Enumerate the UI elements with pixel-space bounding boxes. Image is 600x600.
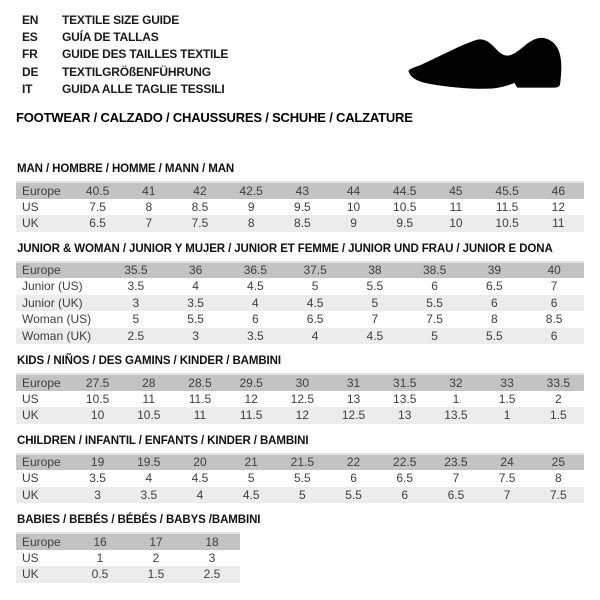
size-cell: 13.5: [430, 407, 481, 424]
size-cell: 30: [277, 374, 328, 391]
size-table-title: JUNIOR & WOMAN / JUNIOR Y MUJER / JUNIOR ET FEMME / JUNIOR UND FRAU / JUNIOR E DONA: [17, 242, 553, 255]
size-cell: 11: [449, 199, 463, 214]
size-cell: 5: [405, 328, 465, 345]
row-label: Europe: [16, 533, 72, 550]
row-label: Junior (UK): [16, 295, 106, 312]
row-label: US: [22, 550, 39, 565]
size-cell: 8.5: [545, 312, 563, 327]
row-label: US: [22, 199, 39, 214]
size-table: [16, 181, 584, 232]
size-cell: 32: [430, 374, 481, 391]
size-cell: 7.5: [174, 215, 225, 232]
size-cell: 3: [72, 487, 123, 504]
table-row: [16, 566, 240, 583]
size-cell: 40.5: [72, 182, 123, 199]
row-label: Woman (UK): [16, 328, 106, 345]
size-cell: 10.5: [123, 407, 174, 424]
size-cell: 11.5: [495, 199, 519, 214]
size-cell: 46: [533, 182, 584, 199]
size-cell: 2: [152, 550, 160, 565]
table-row: [16, 278, 584, 295]
size-cell: 39: [465, 262, 525, 279]
size-cell: 11: [533, 215, 584, 232]
size-table-title: MAN / HOMBRE / HOMME / MANN / MAN: [17, 163, 235, 176]
size-cell: 9.5: [294, 199, 311, 214]
table-row: [16, 328, 584, 345]
size-cell: 10.5: [85, 391, 110, 406]
size-cell: 5: [277, 487, 328, 504]
size-cell: 17: [128, 533, 184, 550]
shoe-icon: [398, 30, 578, 94]
size-cell: 9: [247, 199, 255, 214]
table-row: [16, 295, 584, 312]
size-cell: 7.5: [426, 312, 443, 327]
size-cell: 7: [371, 312, 379, 327]
language-code: FR: [22, 47, 38, 62]
language-label: GUÍA DE TALLAS: [62, 30, 159, 45]
size-cell: 9: [328, 215, 379, 232]
size-table-title: BABIES / BEBÉS / BÉBÉS / BABYS /BAMBINI: [17, 514, 261, 527]
size-cell: 6: [431, 279, 438, 294]
size-cell: 28.5: [174, 374, 225, 391]
table-row: [16, 533, 240, 550]
language-label: TEXTILE SIZE GUIDE: [62, 13, 180, 27]
language-code: ES: [22, 30, 38, 45]
size-cell: 12: [551, 199, 566, 214]
size-cell: 23.5: [430, 454, 481, 471]
row-label: Europe: [16, 454, 72, 471]
size-cell: 3.5: [123, 487, 174, 504]
table-row: [16, 550, 240, 567]
size-cell: 2.5: [106, 328, 166, 345]
size-cell: 12: [244, 391, 258, 406]
row-label: Junior (US): [22, 279, 83, 294]
size-cell: 5.5: [187, 312, 204, 327]
size-cell: 13.5: [393, 391, 417, 406]
size-cell: 8: [145, 199, 153, 214]
row-label: Europe: [16, 182, 72, 199]
size-cell: 6.5: [306, 312, 324, 327]
size-cell: 10: [346, 199, 361, 214]
size-cell: 6.5: [430, 487, 481, 504]
size-cell: 2: [555, 391, 562, 406]
size-cell: 20: [174, 454, 225, 471]
table-row: [16, 470, 584, 487]
size-cell: 35.5: [106, 262, 166, 279]
size-cell: 8: [491, 312, 498, 327]
row-label: US: [22, 471, 39, 486]
size-cell: 1: [482, 407, 533, 424]
size-cell: 11.5: [226, 407, 277, 424]
size-cell: 38: [345, 262, 405, 279]
size-cell: 4: [174, 487, 225, 504]
size-cell: 5.5: [405, 295, 465, 312]
language-code: DE: [22, 64, 39, 79]
size-tables: [16, 163, 584, 583]
size-cell: 6: [465, 295, 525, 312]
row-label: Europe: [16, 374, 72, 391]
size-cell: 6: [524, 295, 584, 312]
row-label: Woman (US): [22, 312, 92, 327]
size-cell: 4.5: [247, 279, 264, 294]
size-cell: 21.5: [277, 454, 328, 471]
size-cell: 3.5: [166, 295, 226, 312]
size-cell: 13: [346, 391, 361, 406]
size-cell: 42.5: [226, 182, 277, 199]
table-row: [16, 407, 584, 424]
size-cell: 7.5: [89, 199, 106, 214]
size-cell: 31: [328, 374, 379, 391]
size-cell: 10.5: [393, 199, 417, 214]
size-cell: 12.5: [328, 407, 379, 424]
size-table-title: KIDS / NIÑOS / DES GAMINS / KINDER / BAMBINI: [17, 355, 281, 368]
size-cell: 1: [452, 391, 460, 406]
table-row: [16, 487, 584, 504]
size-cell: 10.5: [482, 215, 533, 232]
size-cell: 1: [96, 550, 104, 565]
size-cell: 5: [311, 279, 319, 294]
size-cell: 8.5: [277, 215, 328, 232]
size-cell: 29.5: [226, 374, 277, 391]
size-cell: 18: [184, 533, 240, 550]
size-cell: 45: [430, 182, 481, 199]
size-cell: 4.5: [191, 471, 209, 486]
size-cell: 1.5: [533, 407, 584, 424]
size-cell: 19.5: [123, 454, 174, 471]
size-section: [16, 163, 584, 232]
size-cell: 38.5: [405, 262, 465, 279]
size-cell: 19: [72, 454, 123, 471]
size-cell: 40: [524, 262, 584, 279]
language-code: IT: [22, 81, 33, 96]
size-cell: 5.5: [328, 487, 379, 504]
table-row: [16, 262, 584, 279]
table-row: [16, 215, 584, 232]
size-cell: 4: [285, 328, 345, 345]
size-cell: 8: [226, 215, 277, 232]
size-cell: 31.5: [379, 374, 430, 391]
size-cell: 41: [123, 182, 174, 199]
size-cell: 8: [555, 471, 562, 486]
size-cell: 7.5: [498, 471, 516, 486]
table-row: [16, 391, 584, 408]
size-cell: 7: [550, 279, 558, 294]
size-cell: 6: [379, 487, 430, 504]
table-row: [16, 311, 584, 328]
size-table-title: CHILDREN / INFANTIL / ENFANTS / KINDER / BAMBINI: [17, 434, 309, 447]
row-label: US: [22, 391, 39, 406]
size-cell: 12.5: [290, 391, 315, 406]
size-table: [16, 373, 584, 424]
size-cell: 6: [524, 328, 584, 345]
size-cell: 28: [123, 374, 174, 391]
size-cell: 22: [328, 454, 379, 471]
size-cell: 11: [174, 407, 225, 424]
size-cell: 1.5: [498, 391, 516, 406]
size-cell: 37.5: [285, 262, 345, 279]
table-row: [16, 182, 584, 199]
size-cell: 3: [166, 328, 226, 345]
size-cell: 44.5: [379, 182, 430, 199]
size-table: [16, 261, 584, 345]
size-cell: 43: [277, 182, 328, 199]
size-cell: 3.5: [226, 328, 286, 345]
size-cell: 11.5: [188, 391, 212, 406]
size-cell: 24: [482, 454, 533, 471]
size-cell: 5: [247, 471, 255, 486]
row-label: UK: [16, 487, 72, 504]
size-cell: 6.5: [396, 471, 414, 486]
row-label: UK: [16, 215, 72, 232]
table-row: [16, 374, 584, 391]
size-cell: 9.5: [379, 215, 430, 232]
size-cell: 42: [174, 182, 225, 199]
size-cell: 3.5: [89, 471, 106, 486]
size-cell: 4.5: [345, 328, 405, 345]
row-label: Europe: [16, 262, 106, 279]
size-cell: 8.5: [191, 199, 209, 214]
language-label: GUIDE DES TAILLES TEXTILE: [62, 47, 229, 62]
size-cell: 5.5: [294, 471, 311, 486]
size-cell: 33: [482, 374, 533, 391]
category-heading: FOOTWEAR / CALZADO / CHAUSSURES / SCHUHE / CALZATURE: [16, 110, 413, 126]
size-cell: 4: [192, 279, 199, 294]
size-section: [16, 514, 584, 583]
size-cell: 3: [208, 550, 216, 565]
size-cell: 36: [166, 262, 226, 279]
size-cell: 21: [226, 454, 277, 471]
size-cell: 6: [252, 312, 259, 327]
size-cell: 10: [430, 215, 481, 232]
table-row: [16, 454, 584, 471]
size-section: [16, 243, 584, 345]
size-table: [16, 453, 584, 504]
size-cell: 5: [132, 312, 140, 327]
size-cell: 13: [379, 407, 430, 424]
size-cell: 16: [72, 533, 128, 550]
size-cell: 2.5: [184, 566, 240, 583]
size-cell: 7.5: [533, 487, 584, 504]
language-label: GUIDA ALLE TAGLIE TESSILI: [62, 81, 225, 96]
size-cell: 22.5: [379, 454, 430, 471]
size-cell: 7: [482, 487, 533, 504]
size-cell: 4: [145, 471, 153, 486]
language-label: TEXTILGRÖßENFÜHRUNG: [62, 64, 211, 79]
row-label: UK: [16, 407, 72, 424]
size-cell: 7: [123, 215, 174, 232]
size-cell: 6: [350, 471, 357, 486]
size-cell: 12: [277, 407, 328, 424]
size-cell: 7: [452, 471, 460, 486]
row-label: UK: [16, 566, 72, 583]
language-row: [22, 12, 584, 29]
size-cell: 4: [226, 295, 286, 312]
size-cell: 0.5: [72, 566, 128, 583]
size-cell: 44: [328, 182, 379, 199]
size-cell: 25: [533, 454, 584, 471]
size-cell: 5.5: [465, 328, 525, 345]
size-cell: 45.5: [482, 182, 533, 199]
size-section: [16, 435, 584, 504]
size-cell: 4.5: [285, 295, 345, 312]
table-row: [16, 199, 584, 216]
size-cell: 33.5: [533, 374, 584, 391]
size-table: [16, 532, 240, 583]
size-cell: 6.5: [486, 279, 503, 294]
size-cell: 11: [142, 391, 156, 406]
size-cell: 3.5: [127, 279, 145, 294]
size-cell: 1.5: [128, 566, 184, 583]
size-cell: 3: [106, 295, 166, 312]
size-cell: 10: [72, 407, 123, 424]
size-cell: 5: [345, 295, 405, 312]
size-cell: 6.5: [72, 215, 123, 232]
language-code: EN: [22, 13, 39, 27]
size-section: [16, 355, 584, 424]
size-cell: 5.5: [366, 279, 384, 294]
size-cell: 27.5: [72, 374, 123, 391]
size-cell: 36.5: [226, 262, 286, 279]
size-cell: 4.5: [226, 487, 277, 504]
